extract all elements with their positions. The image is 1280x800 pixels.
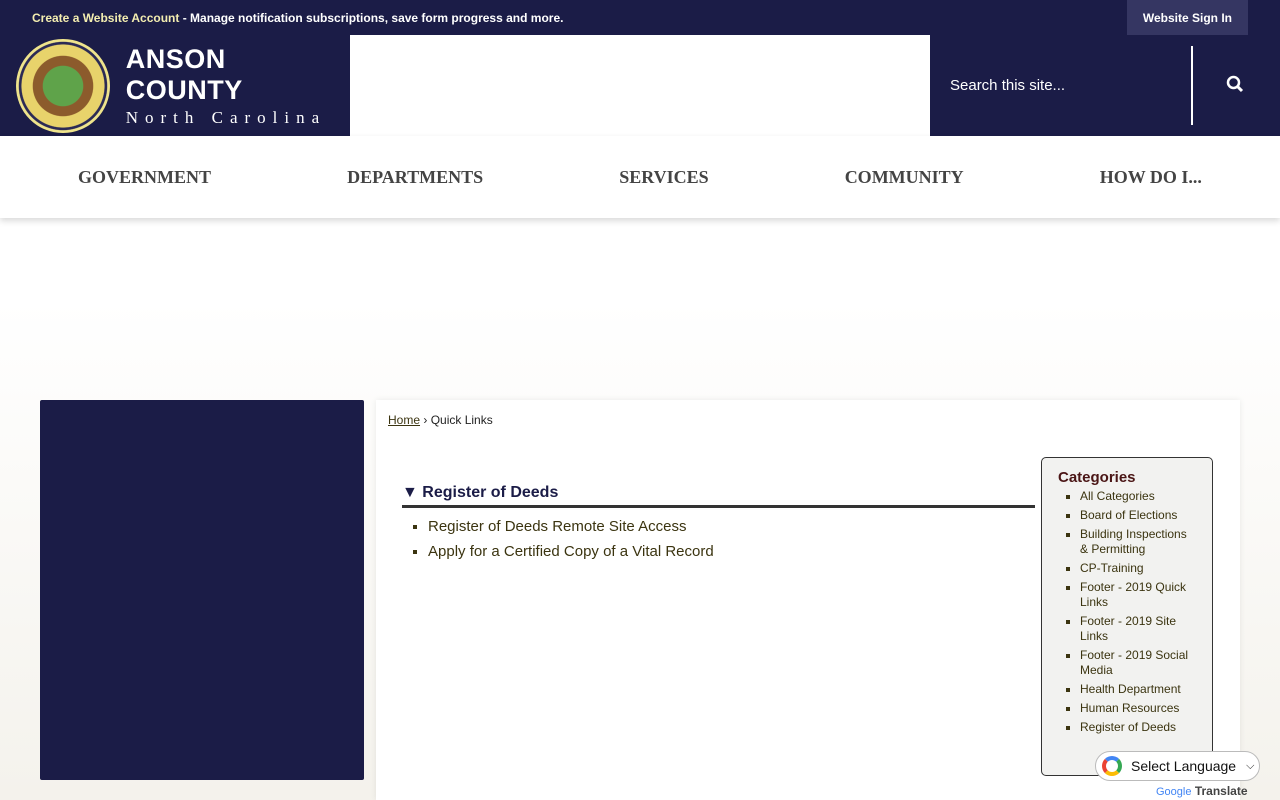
collapse-triangle-icon: ▼ xyxy=(402,484,418,501)
sign-in-button[interactable]: Website Sign In xyxy=(1127,0,1248,35)
nav-departments[interactable]: DEPARTMENTS xyxy=(347,166,484,187)
nav-government[interactable]: GOVERNMENT xyxy=(78,166,212,187)
category-link[interactable]: ▪ Footer - 2019 Social Media xyxy=(1080,648,1192,678)
main-content xyxy=(376,400,1240,800)
search-icon xyxy=(1226,75,1244,93)
language-select[interactable] xyxy=(1095,751,1260,781)
header xyxy=(0,35,1280,136)
translate-text: Translate xyxy=(1194,784,1248,798)
language-select-label: Select Language xyxy=(1131,758,1237,774)
quick-link[interactable]: ▪ Apply for a Certified Copy of a Vital Record xyxy=(428,543,714,560)
search-divider xyxy=(1191,46,1193,125)
category-link[interactable]: ▪ Board of Elections xyxy=(1080,508,1192,523)
category-link[interactable]: ▪ Human Resources xyxy=(1080,701,1192,716)
category-link[interactable]: ▪ Footer - 2019 Quick Links xyxy=(1080,580,1192,610)
search-input[interactable] xyxy=(950,77,1180,94)
quick-link[interactable]: ▪ Register of Deeds Remote Site Access xyxy=(428,518,714,535)
section-header[interactable] xyxy=(402,484,1035,508)
create-account-link[interactable]: Create a Website Account xyxy=(32,10,180,25)
category-link[interactable]: ▪ CP-Training xyxy=(1080,561,1192,576)
search-button[interactable] xyxy=(1226,75,1244,98)
account-description: - Manage notification subscriptions, save form progress and more. xyxy=(179,10,564,25)
breadcrumb-current: Quick Links xyxy=(430,413,493,427)
breadcrumb-separator: › xyxy=(423,413,428,427)
categories-panel xyxy=(1041,457,1213,776)
category-link[interactable]: ▪ All Categories xyxy=(1080,489,1192,504)
search-box xyxy=(930,35,1280,136)
top-bar xyxy=(0,0,1280,35)
google-g-icon xyxy=(1102,756,1122,776)
category-link[interactable]: ▪ Register of Deeds xyxy=(1080,720,1192,735)
breadcrumb-home[interactable]: Home xyxy=(388,413,421,427)
county-seal-logo xyxy=(16,39,110,133)
nav-how-do-i[interactable]: HOW DO I... xyxy=(1099,166,1202,187)
main-nav xyxy=(0,136,1280,218)
sidebar xyxy=(40,400,364,780)
home-logo-link[interactable] xyxy=(0,35,350,136)
breadcrumb xyxy=(388,413,493,427)
site-subtitle: North Carolina xyxy=(125,107,327,127)
section-title: Register of Deeds xyxy=(422,484,559,501)
categories-title: Categories xyxy=(1058,469,1136,486)
google-logo-text: Google xyxy=(1156,786,1192,798)
category-link[interactable]: ▪ Health Department xyxy=(1080,682,1192,697)
chevron-down-icon: ⌵ xyxy=(1246,759,1255,772)
quick-links-list xyxy=(428,518,714,568)
google-translate-credit[interactable] xyxy=(1156,784,1248,798)
nav-community[interactable]: COMMUNITY xyxy=(844,166,964,187)
site-title: ANSON COUNTY xyxy=(125,43,243,105)
category-link[interactable]: ▪ Footer - 2019 Site Links xyxy=(1080,614,1192,644)
nav-services[interactable]: SERVICES xyxy=(619,166,709,187)
category-link[interactable]: ▪ Building Inspections & Permitting xyxy=(1080,527,1192,557)
